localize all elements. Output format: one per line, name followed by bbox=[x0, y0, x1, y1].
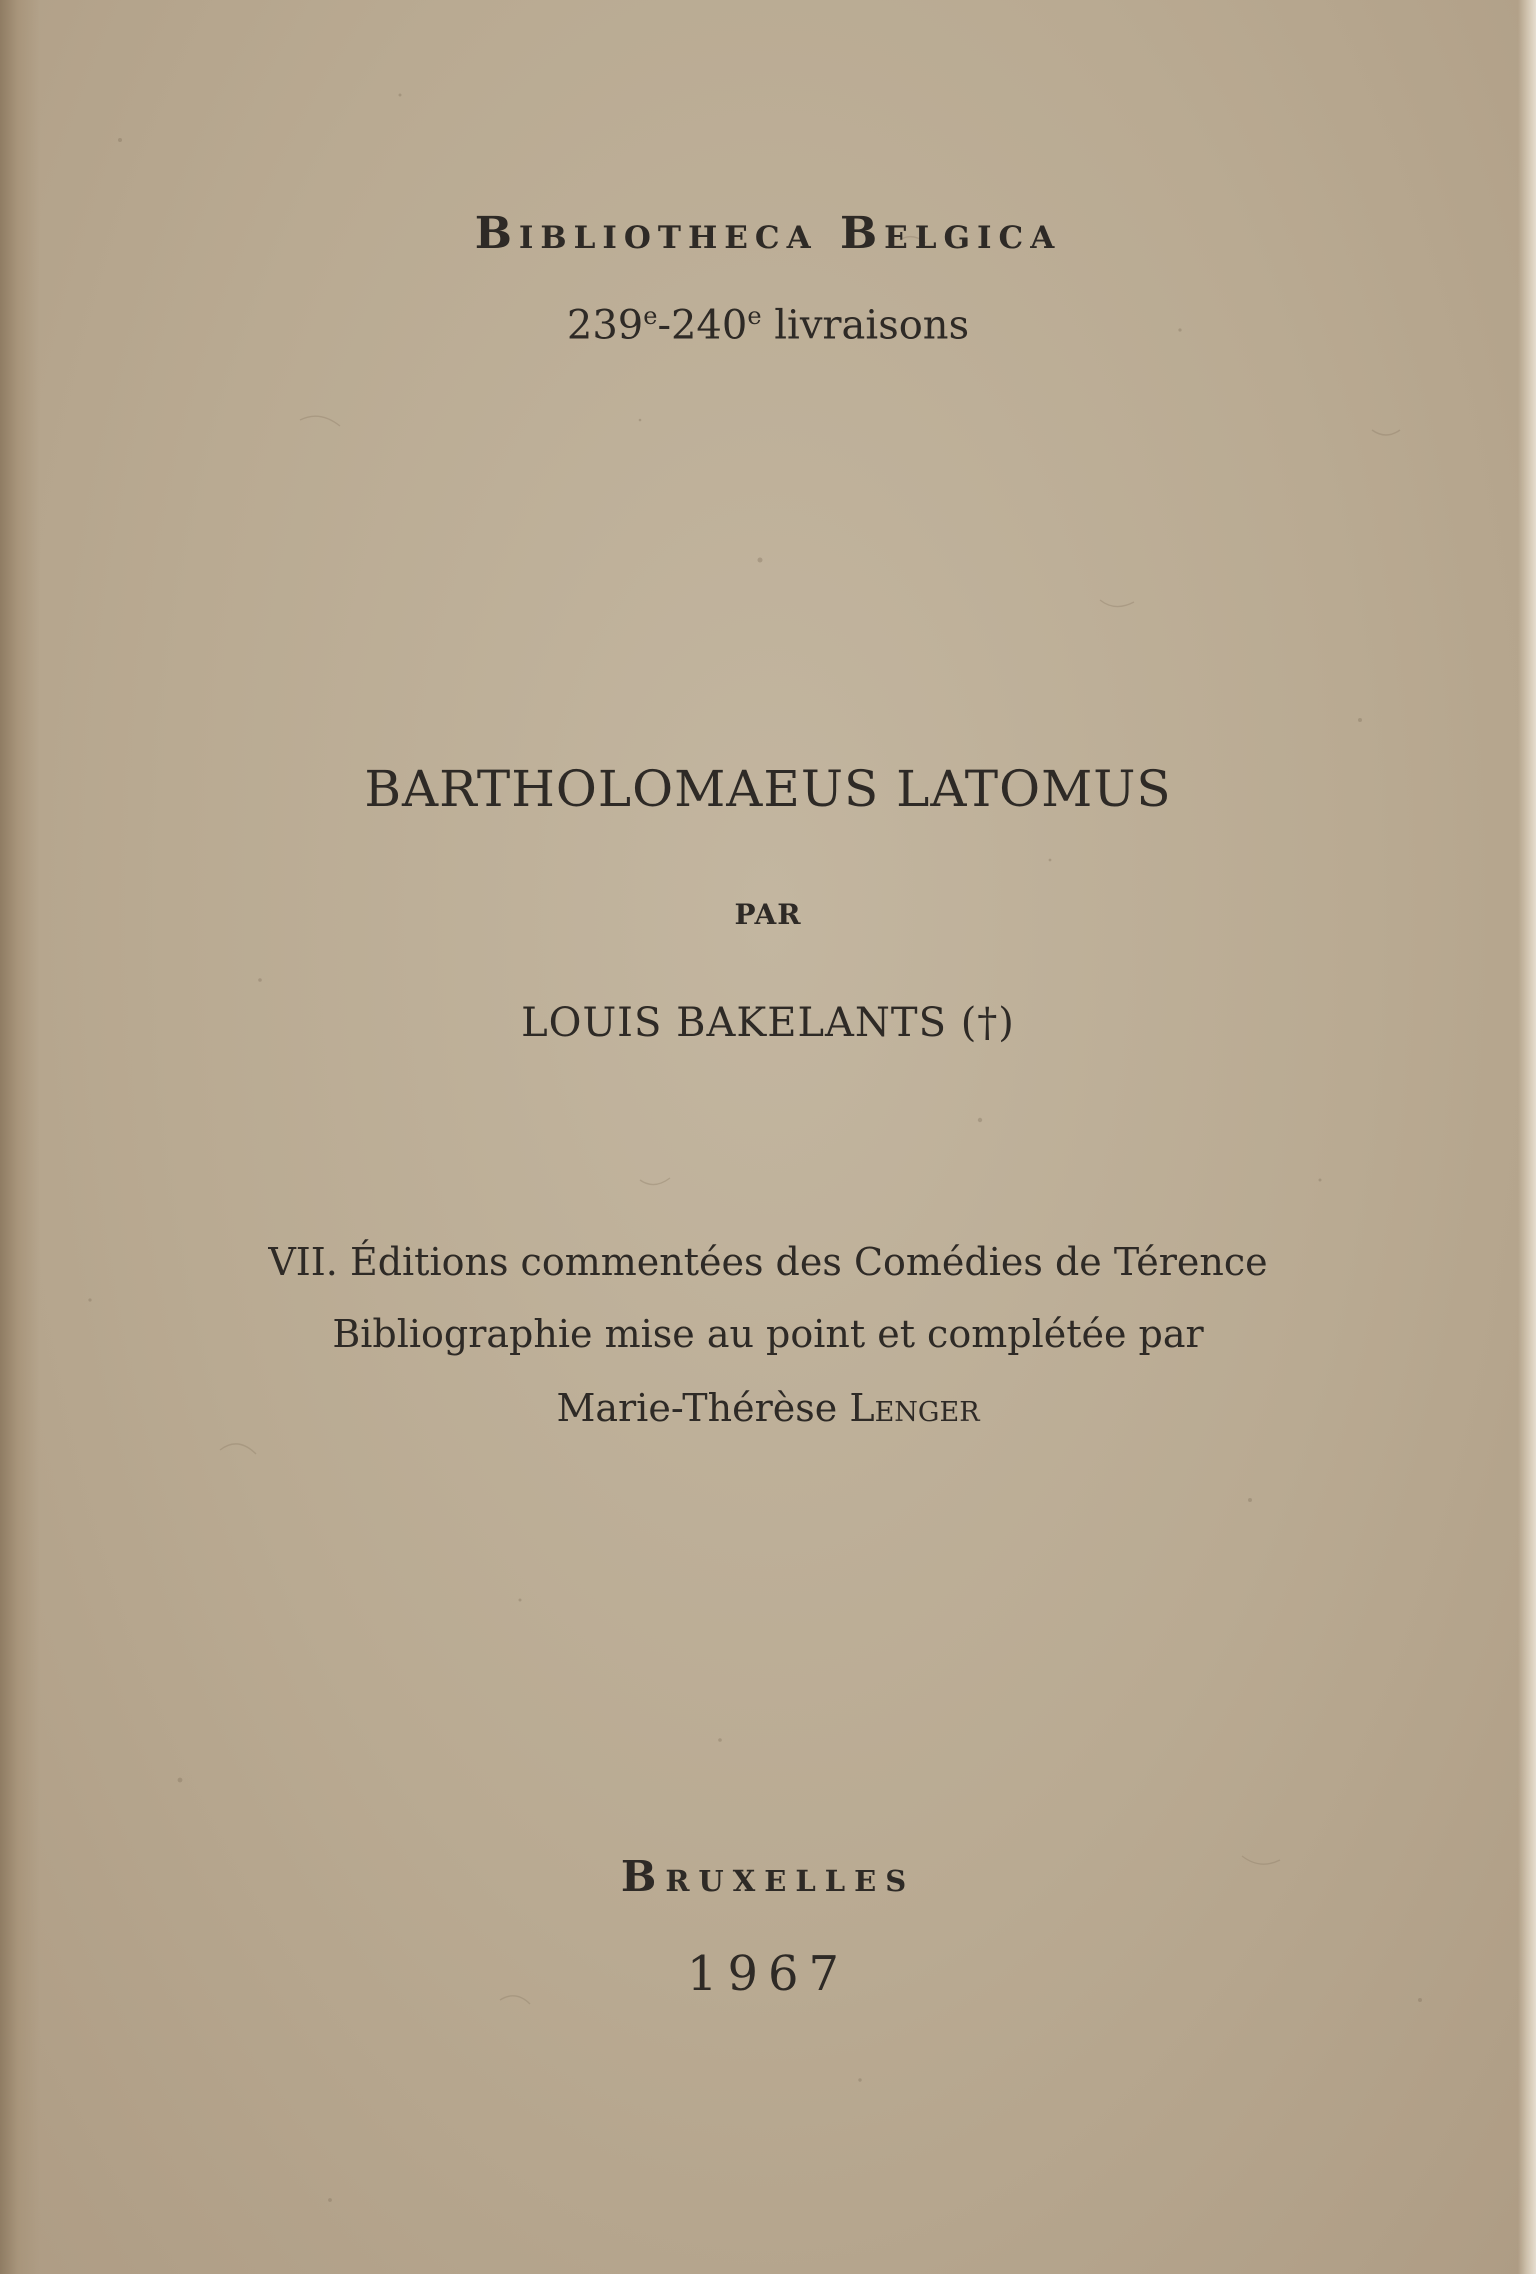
publication-year: 1967 bbox=[686, 1946, 850, 2002]
editor-given-name: Marie-Thérèse bbox=[556, 1386, 850, 1430]
issue-number-first-suffix: e bbox=[643, 302, 658, 330]
series-title: Bibliotheca Belgica bbox=[474, 208, 1062, 259]
editor-name bbox=[0, 1386, 1536, 1430]
book-title: BARTHOLOMAEUS LATOMUS bbox=[364, 760, 1172, 818]
publication-place: Bruxelles bbox=[620, 1852, 916, 1901]
issue-numbers bbox=[0, 302, 1536, 348]
author-name: LOUIS BAKELANTS (†) bbox=[521, 1000, 1015, 1046]
editor-surname: Lenger bbox=[849, 1386, 980, 1430]
issue-number-second: -240 bbox=[657, 302, 748, 349]
subtitle-volume: VII. Éditions commentées des Comédies de Térence bbox=[268, 1240, 1268, 1284]
issue-label: livraisons bbox=[761, 302, 970, 349]
issue-number-second-suffix: e bbox=[747, 302, 762, 330]
subtitle-bibliography: Bibliographie mise au point et complétée par bbox=[332, 1312, 1204, 1356]
by-label: PAR bbox=[734, 898, 802, 931]
issue-number-first: 239 bbox=[566, 302, 644, 349]
